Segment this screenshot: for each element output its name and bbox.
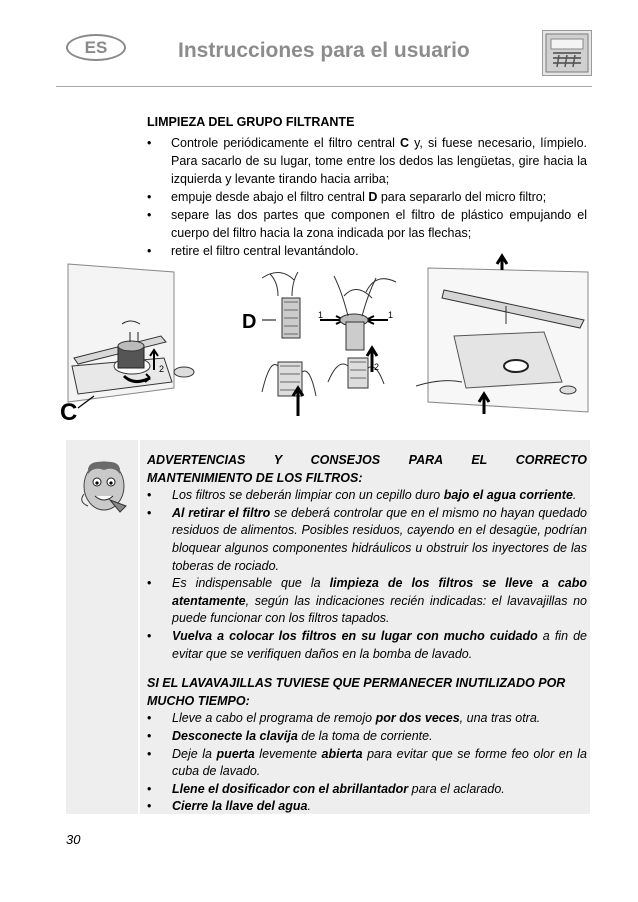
list-item: • retire el filtro central levantándolo.	[147, 242, 587, 260]
arrow-label-2: 2	[159, 364, 165, 374]
label-d: D	[242, 311, 257, 333]
warnings-heading: ADVERTENCIAS Y CONSEJOS PARA EL CORRECTO MANTENIMIENTO DE LOS FILTROS:	[147, 453, 587, 485]
arrow-label-1-right: 1	[388, 310, 394, 320]
list-item: • Es indispensable que la limpieza de los filtros se lleve a cabo atentamente, según las indicaciones recién indicadas: el lavavajillas no puede funcionar con los filtros tapados.	[147, 575, 587, 628]
figure-filter-d	[242, 272, 316, 416]
page-header-title: Instrucciones para el usuario	[178, 39, 470, 62]
list-item: • Deje la puerta levemente abierta para evitar que se forme feo olor en la cuba de lavado.	[147, 746, 587, 781]
figure-spray-arm	[416, 256, 588, 414]
cleaning-steps-list	[147, 134, 587, 260]
list-item: • separe las dos partes que componen el filtro de plástico empujando el cuerpo del filtro hacia la zona indicada por las flechas;	[147, 206, 587, 242]
list-item: • empuje desde abajo el filtro central D para separarlo del micro filtro;	[147, 188, 587, 206]
warnings-content	[147, 452, 587, 816]
list-item: • Lleve a cabo el programa de remojo por dos veces, una tras otra.	[147, 710, 587, 728]
dishwasher-thumbnail-icon	[542, 30, 592, 76]
cartoon-advice-icon	[80, 456, 128, 519]
language-badge: ES	[66, 34, 126, 61]
list-item: • Llene el dosificador con el abrillantador para el aclarado.	[147, 781, 587, 799]
filter-maintenance-list	[147, 487, 587, 663]
list-item: • Desconecte la clavija de la toma de corriente.	[147, 728, 587, 746]
section-title: LIMPIEZA DEL GRUPO FILTRANTE	[147, 115, 355, 129]
list-item: • Al retirar el filtro se deberá controlar que en el mismo no hayan quedado residuos de alimentos. Posibles residuos, cayendo en el desagüe, podrían bloquear algunos componentes hidráulicos u obstruir los inyectores de las toberas de rociado.	[147, 505, 587, 575]
arrow-label-2-b: 2	[374, 362, 380, 372]
figure-filter-c	[60, 264, 194, 426]
figure-filter-separation	[318, 276, 396, 388]
filter-illustrations	[60, 262, 590, 426]
label-c: C	[60, 399, 78, 426]
long-inactivity-list	[147, 710, 587, 816]
list-item: • Cierre la llave del agua.	[147, 798, 587, 816]
list-item: • Vuelva a colocar los filtros en su lugar con mucho cuidado a fin de evitar que se verifiquen daños en la bomba de lavado.	[147, 628, 587, 663]
list-item: • Los filtros se deberán limpiar con un cepillo duro bajo el agua corriente.	[147, 487, 587, 505]
page-number: 30	[66, 832, 81, 847]
long-inactivity-heading: SI EL LAVAVAJILLAS TUVIESE QUE PERMANECER INUTILIZADO POR MUCHO TIEMPO:	[147, 676, 566, 708]
warnings-panel-divider	[138, 440, 140, 814]
list-item: • Controle periódicamente el filtro central C y, si fuese necesario, límpielo. Para sacarlo de su lugar, tome entre los dedos las lengüetas, gire hacia la izquierda y levante tirando hacia arriba;	[147, 134, 587, 188]
header-divider	[56, 86, 592, 87]
arrow-label-1: 1	[318, 310, 324, 320]
